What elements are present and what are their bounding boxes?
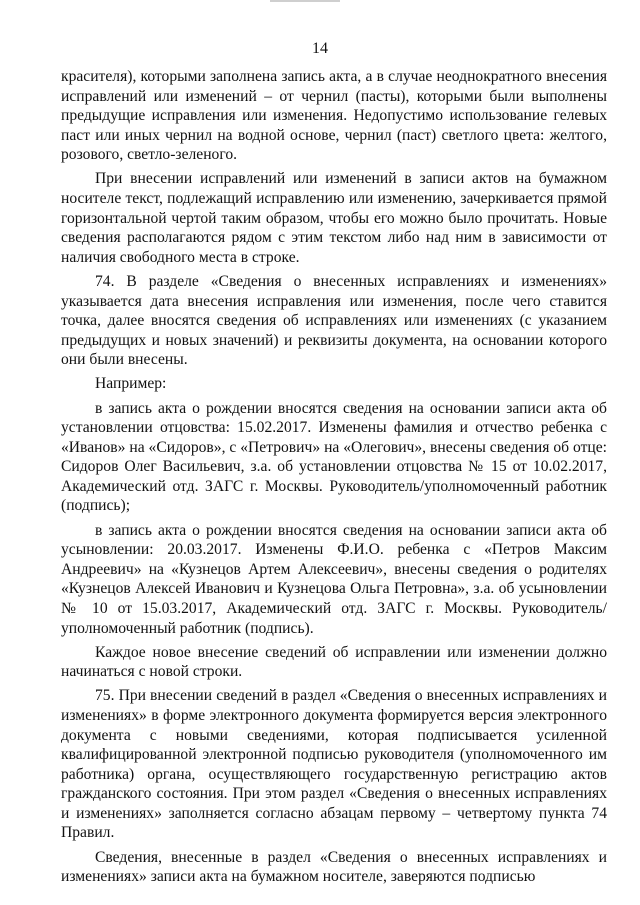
paragraph-continuation: красителя), которыми заполнена запись акта, а в случае неоднократного внесения исправлений или изменений – от чернил (пасты), которыми были выполнены предыдущие исправления или изменения. Недопустимо использование гелевых паст или иных чернил на водной основе, чернил (паст) светлого цвета: желтого, розового, светло-зеленого.: [61, 68, 607, 164]
paragraph-example-1: в запись акта о рождении вносятся сведения на основании записи акта об установлении отцовства: 15.02.2017. Изменены фамилия и отчество ребенка с «Иванов» на «Сидоров», с «Петрович» на «Олегович», внесены сведения об отце: Сидоров Олег Васильевич, з.а. об установлении отцовства № 15 от 10.02.2017, Академический отд. ЗАГС г. Москвы. Руководитель/уполномоченный работник (подпись);: [61, 399, 607, 515]
paragraph-clause-75: 75. При внесении сведений в раздел «Сведения о внесенных исправлениях и изменениях» в форме электронного документа формируется версия электронного документа с новыми сведениями, которая подписывается усиленной квалифицированной электронной подписью руководителя (уполномоченного им работника) органа, осуществляющего государственную регистрацию актов гражданского состояния. При этом раздел «Сведения о внесенных исправлениях и изменениях» заполняется согласно абзацам первому – четвертому пункта 74 Правил.: [61, 687, 607, 842]
scan-artifact: [270, 0, 340, 2]
paragraph-example-2: в запись акта о рождении вносятся сведения на основании записи акта об усыновлении: 20.03.2017. Изменены Ф.И.О. ребенка с «Петров Максим Андреевич» на «Кузнецов Артем Алексеевич», внесены сведения о родителях «Кузнецов Алексей Иванович и Кузнецова Ольга Петровна», з.а. об усыновлении № 10 от 15.03.2017, Академический отд. ЗАГС г. Москвы. Руководитель/уполномоченный работник (подпись).: [61, 521, 607, 637]
paragraph-example-heading: Например:: [95, 375, 167, 393]
paragraph: При внесении исправлений или изменений в записи актов на бумажном носителе текст, подлежащий исправлению или изменению, зачеркивается прямой горизонтальной чертой таким образом, чтобы его можно было прочитать. Новые сведения располагаются рядом с этим текстом либо над ним в зависимости от наличия свободного места в строке.: [61, 170, 607, 266]
page-number: 14: [312, 40, 328, 57]
document-body: [61, 67, 607, 887]
paragraph: Сведения, внесенные в раздел «Сведения о внесенных исправлениях и изменениях» записи акта на бумажном носителе, заверяются подписью: [61, 848, 607, 886]
paragraph: Каждое новое внесение сведений об исправлении или изменении должно начинаться с новой строки.: [61, 643, 607, 681]
paragraph-clause-74: 74. В разделе «Сведения о внесенных исправлениях и изменениях» указывается дата внесения исправления или изменения, после чего ставится точка, далее вносятся сведения об исправлениях или изменениях (с указанием предыдущих и новых значений) и реквизиты документа, на основании которого они были внесены.: [61, 272, 607, 369]
